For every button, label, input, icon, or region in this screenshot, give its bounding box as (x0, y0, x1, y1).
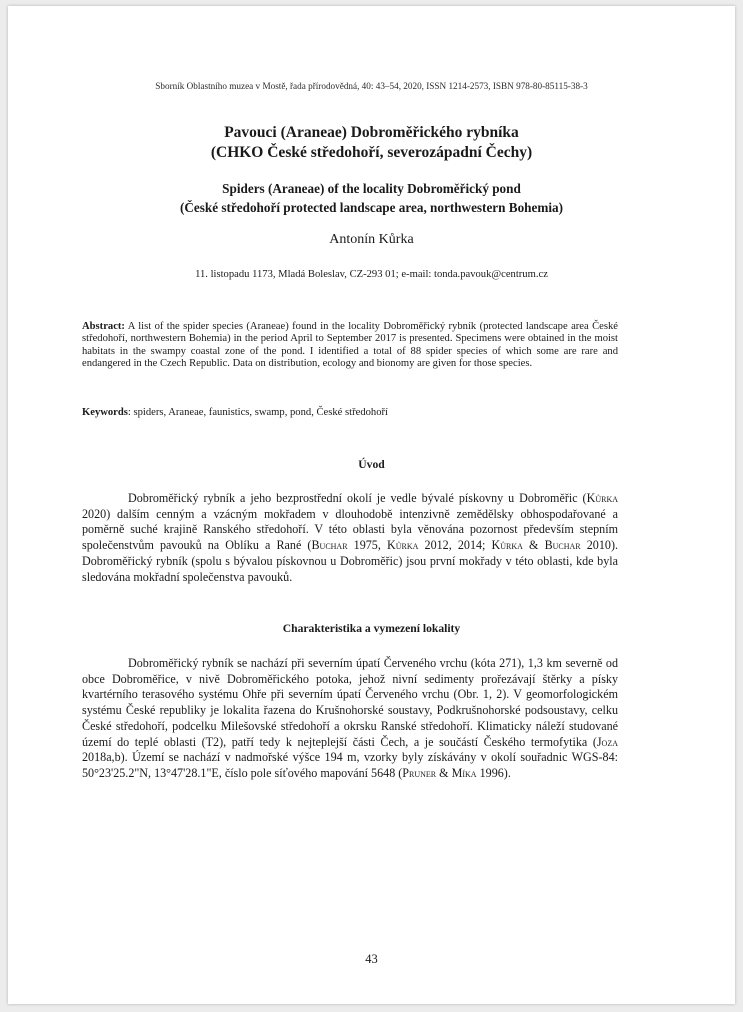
paragraph-charakteristika (82, 656, 618, 782)
text-run: Dobroměřický rybník se nachází při severním úpatí Červeného vrchu (kóta 271), 1,3 km severně od obce Dobroměřice, v nivě Dobroměřického potoka, jehož nivní sedimenty prořezávají štěrky a písky kvartérního terasového systému Ohře při severním úpatí Červeného vrchu (Obr. 1, 2). V geomorfologickém systému České republiky je lokalita řazena do Krušnohorské soustavy, Podkrušnohorské podsoustavy, celku České středohoří, podcelku Milešovské středohoří a okrsku Ranské středohoří. Klimaticky náleží studované území do teplé oblasti (T2), patří tedy k nejteplejší části Čech, a je součástí Českého termofytika ( (82, 656, 618, 749)
citation-author: Joza (596, 734, 618, 749)
text-run: & (522, 538, 545, 553)
abstract-text: A list of the spider species (Araneae) found in the locality Dobroměřický rybník (protected landscape area České středohoří, northwestern Bohemia) in the period April to September 2017 is presented. Specimens were obtained in the moist habitats in the swampy coastal zone of the pond. I identified a total of 88 spider species of which some are rare and endangered in the Czech Republic. Data on distribution, ecology and bionomy are given for those species. (82, 321, 618, 369)
text-run: Dobroměřický rybník a jeho bezprostřední okolí je vedle bývalé pískovny u Dobroměřic ( (128, 491, 587, 505)
citation-author: Pruner (402, 765, 437, 780)
section-heading-charakteristika: Charakteristika a vymezení lokality (282, 622, 461, 635)
running-head: Sborník Oblastního muzea v Mostě, řada přírodovědná, 40: 43–54, 2020, ISSN 1214-2573, ISBN 978-80-85115-38-3 (155, 81, 588, 91)
keywords (82, 407, 618, 419)
title-english-line-2: (České středohoří protected landscape area, northwestern Bohemia) (180, 200, 563, 215)
citation-author: Kůrka (491, 538, 523, 553)
text-run: 2012, 2014; (418, 538, 492, 553)
paragraph-uvod (82, 491, 618, 585)
section-heading-uvod: Úvod (358, 458, 385, 471)
text-run: 2020) dalším cenným a vzácným mokřadem v dlouhodobě intenzivně zemědělsky obhospodařované a poměrně suché krajině Ranského středohoří. V této oblasti byla věnována pozornost především stepním společenstvům pavouků na Oblíku a Rané ( (82, 506, 618, 553)
text-run: 2010). Dobroměřický rybník (spolu s bývalou pískovnou u Dobroměřic) jsou první mokřady v této oblasti, kde byla sledována mokřadní společenstva pavouků. (82, 538, 618, 584)
keywords-text: : spiders, Araneae, faunistics, swamp, pond, České středohoří (127, 407, 388, 418)
text-run: 1996). (476, 765, 511, 780)
citation-author: Míka (451, 765, 477, 780)
citation-author: Buchar (311, 538, 348, 553)
page-number: 43 (365, 952, 378, 966)
title-english-line-1: Spiders (Araneae) of the locality Dobroměřický pond (222, 181, 521, 196)
document-page (8, 6, 735, 1004)
citation-author: Buchar (544, 538, 581, 553)
text-run: 2018a,b). Území se nachází v nadmořské výšce 194 m, vzorky byly získávány v okolí souřadnic WGS-84: 50°23'25.2"N, 13°47'28.1"E, číslo pole síťového mapování 5648 ( (82, 750, 618, 780)
keywords-label: Keywords (82, 407, 128, 418)
title-czech-line-2: (CHKO České středohoří, severozápadní Čechy) (210, 144, 533, 161)
title-english (8, 179, 735, 217)
text-run: & (436, 765, 452, 780)
title-czech (8, 123, 735, 163)
abstract-label: Abstract: (82, 321, 125, 332)
author-address: 11. listopadu 1173, Mladá Boleslav, CZ-293 01; e-mail: tonda.pavouk@centrum.cz (195, 269, 548, 280)
citation-author: Kůrka (387, 538, 419, 553)
abstract (82, 321, 618, 370)
text-run: 1975, (347, 538, 387, 553)
author-name: Antonín Kůrka (329, 232, 414, 247)
citation-author: Kůrka (586, 491, 618, 505)
title-czech-line-1: Pavouci (Araneae) Dobroměřického rybníka (224, 124, 519, 141)
